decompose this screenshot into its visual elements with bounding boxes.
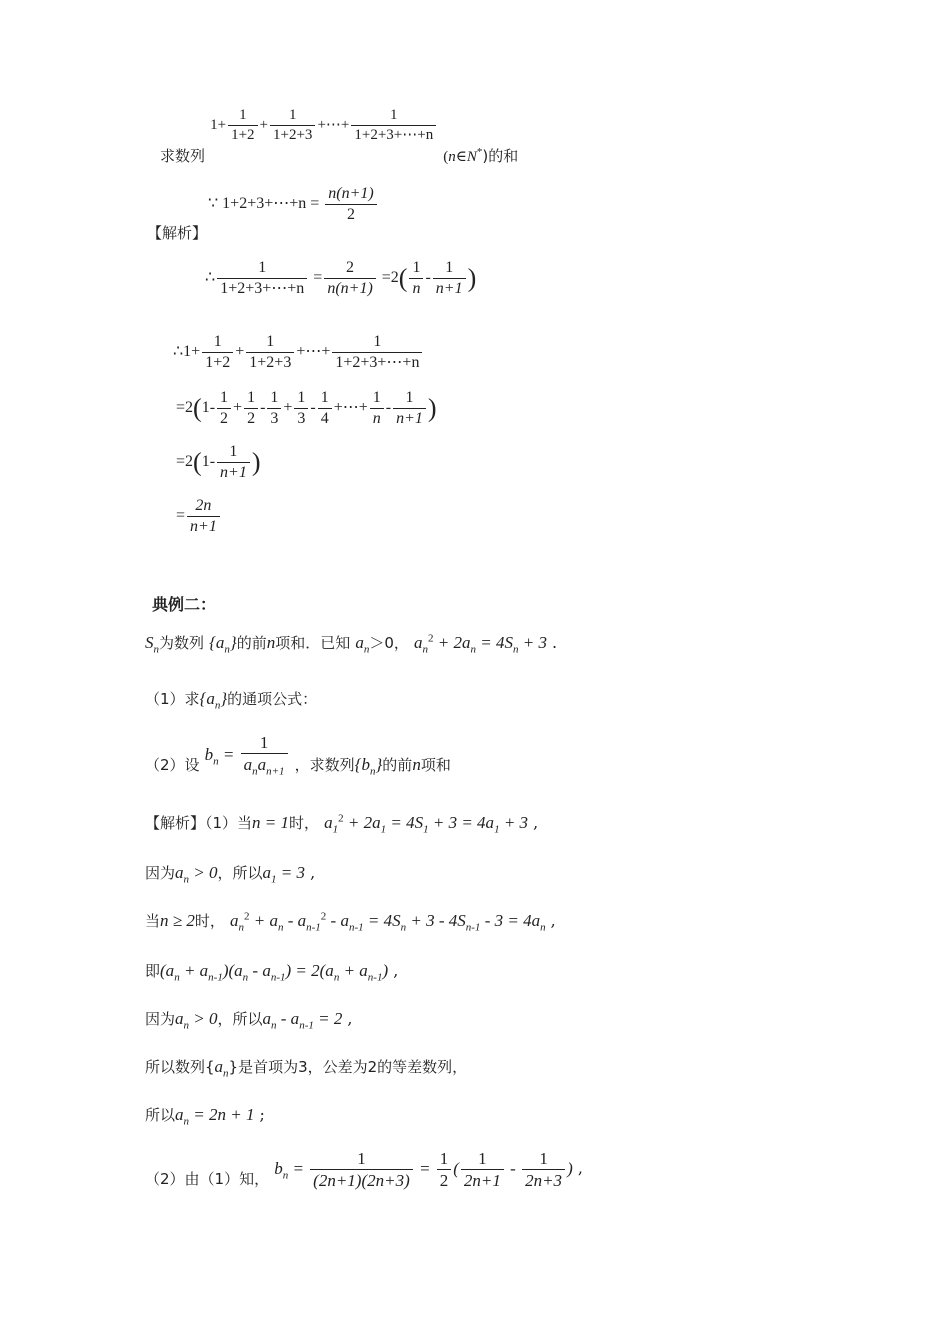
example1-problem [160, 107, 519, 165]
ex1-result: = $\frac{2n}{n+1}$ [176, 496, 222, 537]
ex1-sum-formula: ∵ 1+2+3+⋯+n = $\frac{n(n+1)}{2}$ [208, 184, 379, 225]
ex2-solution-line5: 因为$a_n > 0$，所以$a_n - a_{n-1} = 2$ , [145, 1009, 353, 1032]
ex1-step3: =2(1- $\frac{1}{n+1}$ ) [176, 443, 261, 481]
ex2-solution-line2: 因为$a_n > 0$，所以$a_1 = 3$ , [145, 863, 316, 886]
ex2-solution-part2: （2）由（1）知， $b_n$ = $\frac{1}{(2n+1)(2n+3)}$ = $\frac{1}{2}$ ( $\frac{1}{2n+1}$ - $\frac{1}{2n+3}$ ) , [145, 1149, 583, 1191]
ex2-solution-line1: 【解析】（1）当n = 1时， $a_1^2 + 2a_1 = 4S_1 + 3 = 4a_1 + 3$ , [145, 812, 539, 836]
ex2-part2: （2）设 $b_n$ = $\frac{1}{a_na_{n+1}}$ ，求数列$\{b_n\}$的前n项和 [145, 733, 451, 778]
ex2-part1: （1）求$\{a_n\}$的通项公式： [145, 689, 318, 712]
ex1-suffix: )的和 [482, 146, 519, 165]
ex1-series: 1+ $\frac{1}{1+2}$ + $\frac{1}{1+2+3}$ +⋯+ $\frac{1}{1+2+3+\cdots+n}$ [210, 117, 438, 133]
ex1-sum-line: ∴1+ $\frac{1}{1+2}$ + $\frac{1}{1+2+3}$ +⋯+ $\frac{1}{1+2+3+\cdots+n}$ [173, 332, 424, 373]
ex1-jiexi-label: 【解析】 [147, 224, 208, 242]
ex2-solution-line4: 即$(a_n + a_{n-1})(a_n - a_{n-1}) = 2(a_n + a_{n-1})$ , [145, 961, 399, 984]
ex1-telescoping: =2(1- $\frac{1}{2}$ + $\frac{1}{2}$ - $\frac{1}{3}$ + $\frac{1}{3}$ - $\frac{1}{4}$ +⋯+ $\frac{1}{n}$ - $\frac{1}{n+1}$ ) [176, 389, 437, 427]
ex2-solution-line3: 当n ≥ 2时， $a_n^2 + a_n - a_{n-1}^2 - a_{n-1} = 4S_n + 3 - 4S_{n-1} - 3 = 4a_n$ , [145, 910, 556, 934]
ex2-title: 典例二： [152, 595, 217, 614]
ex2-solution-line7: 所以$a_n = 2n + 1$ ; [145, 1105, 265, 1128]
ex2-solution-line6: 所以数列$\{a_n\}$是首项为3，公差为2的等差数列， [145, 1057, 468, 1080]
ex2-problem-statement: $S_n$为数列 $\{a_n\}$的前n项和．已知 $a_n>0$， $a_n^2 + 2a_n = 4S_n + 3$ . [145, 632, 558, 656]
ex1-prefix: 求数列 [160, 146, 206, 165]
ex1-n-cond: (n∈N* [443, 145, 483, 165]
ex1-term-identity: ∴ $\frac{1}{1+2+3+\cdots+n}$ = $\frac{2}{n(n+1)}$ =2( $\frac{1}{n}$ - $\frac{1}{n+1}$ ) [205, 259, 477, 297]
